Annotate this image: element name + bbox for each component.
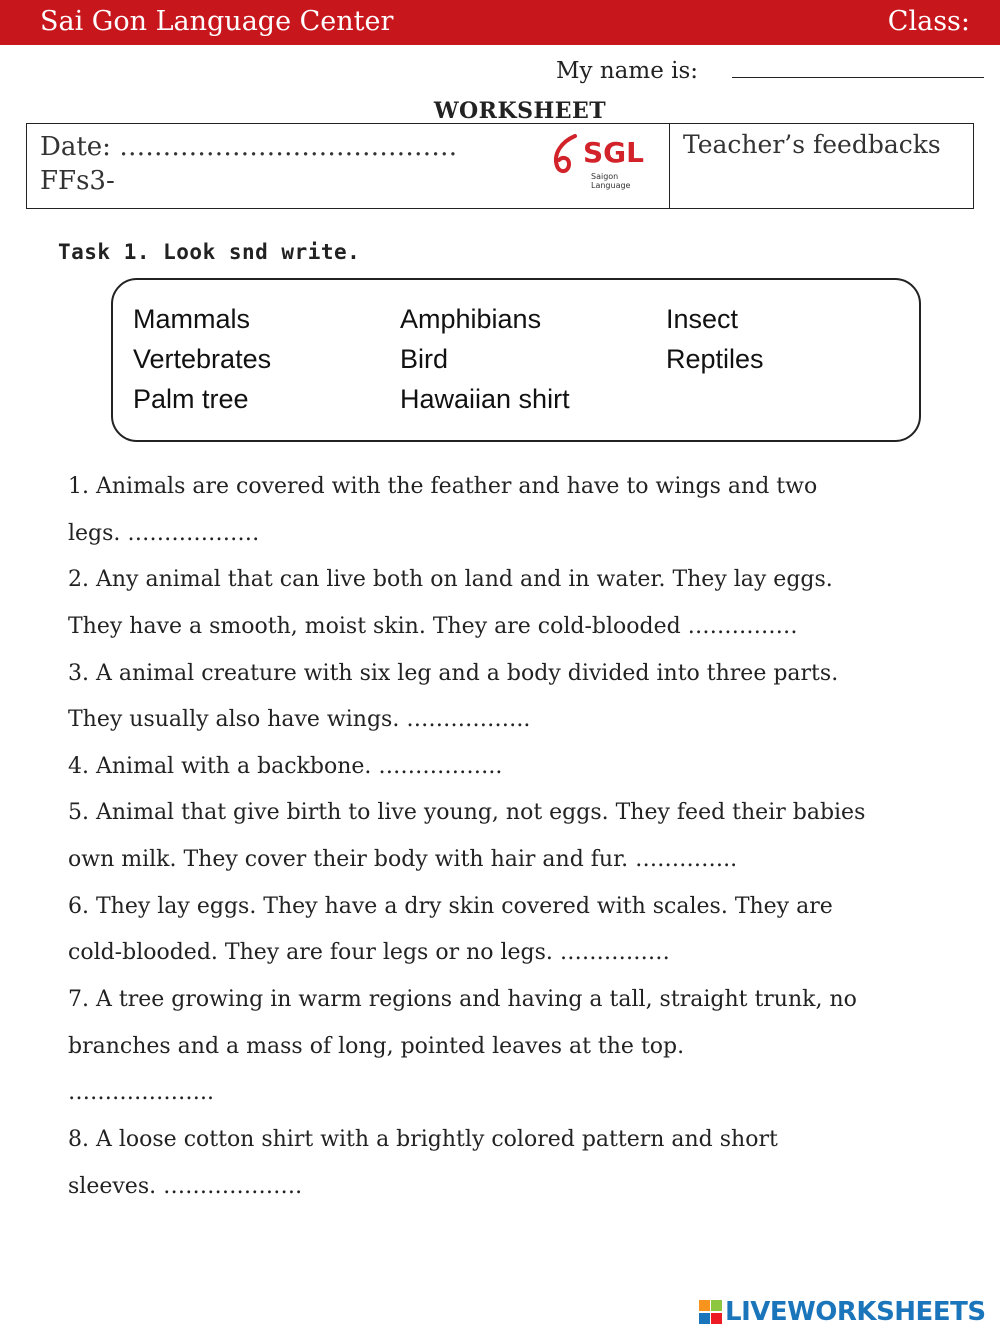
word-item: Reptiles (666, 344, 764, 374)
center-name: Sai Gon Language Center (40, 6, 394, 37)
question-line: 6. They lay eggs. They have a dry skin covered with scales. They are (68, 894, 833, 919)
logo-text: SGL (583, 136, 644, 169)
word-item: Bird (400, 344, 449, 374)
question-line: 7. A tree growing in warm regions and having a tall, straight trunk, no (68, 987, 857, 1012)
question-line: branches and a mass of long, pointed leaves at the top. (68, 1034, 685, 1059)
question-line: 5. Animal that give birth to live young, not eggs. They feed their babies (68, 800, 866, 825)
word-item: Mammals (133, 304, 251, 334)
answer-line[interactable]: They usually also have wings. …………….. (68, 707, 531, 732)
name-label: My name is: (556, 58, 699, 84)
answer-line[interactable]: sleeves. ………………. (68, 1174, 303, 1199)
answer-line[interactable]: own milk. They cover their body with hair and fur. ………….. (68, 847, 738, 872)
liveworksheets-logo[interactable] (697, 1297, 997, 1329)
word-item: Palm tree (133, 384, 249, 414)
question-line: 3. A animal creature with six leg and a body divided into three parts. (68, 661, 839, 686)
header-bar (0, 0, 1000, 45)
logo-subtext: Saigon Language (591, 172, 631, 190)
teacher-feedback-label: Teacher’s feedbacks (683, 130, 941, 159)
word-item: Hawaiian shirt (400, 384, 570, 414)
question-line: 1. Animals are covered with the feather and have to wings and two (68, 474, 818, 499)
word-item: Vertebrates (133, 344, 272, 374)
answer-line[interactable]: cold-blooded. They are four legs or no legs. …………… (68, 940, 670, 965)
answer-line[interactable]: 4. Animal with a backbone. …………….. (68, 754, 503, 779)
word-item: Amphibians (400, 304, 542, 334)
class-label: Class: (887, 6, 970, 37)
worksheet-title: WORKSHEET (433, 98, 607, 124)
word-item: Insect (666, 304, 739, 334)
date-line: Date: ………………………………… (40, 132, 458, 162)
question-line: 2. Any animal that can live both on land and in water. They lay eggs. (68, 567, 833, 592)
code-line: FFs3- (40, 166, 115, 196)
question-line: 8. A loose cotton shirt with a brightly colored pattern and short (68, 1127, 778, 1152)
word-box (111, 278, 921, 442)
brand-text: LIVEWORKSHEETS (725, 1297, 986, 1327)
task-title: Task 1. Look snd write. (58, 240, 361, 264)
sgl-logo (547, 132, 647, 190)
info-table (26, 123, 974, 209)
answer-line[interactable]: They have a smooth, moist skin. They are cold-blooded …………… (68, 614, 798, 639)
info-left-cell (27, 124, 670, 208)
answer-line[interactable]: ……………….. (68, 1080, 214, 1105)
answer-line[interactable]: legs. ……………… (68, 521, 260, 546)
name-answer-line[interactable] (732, 77, 984, 78)
sgl-logo-icon (547, 132, 587, 184)
